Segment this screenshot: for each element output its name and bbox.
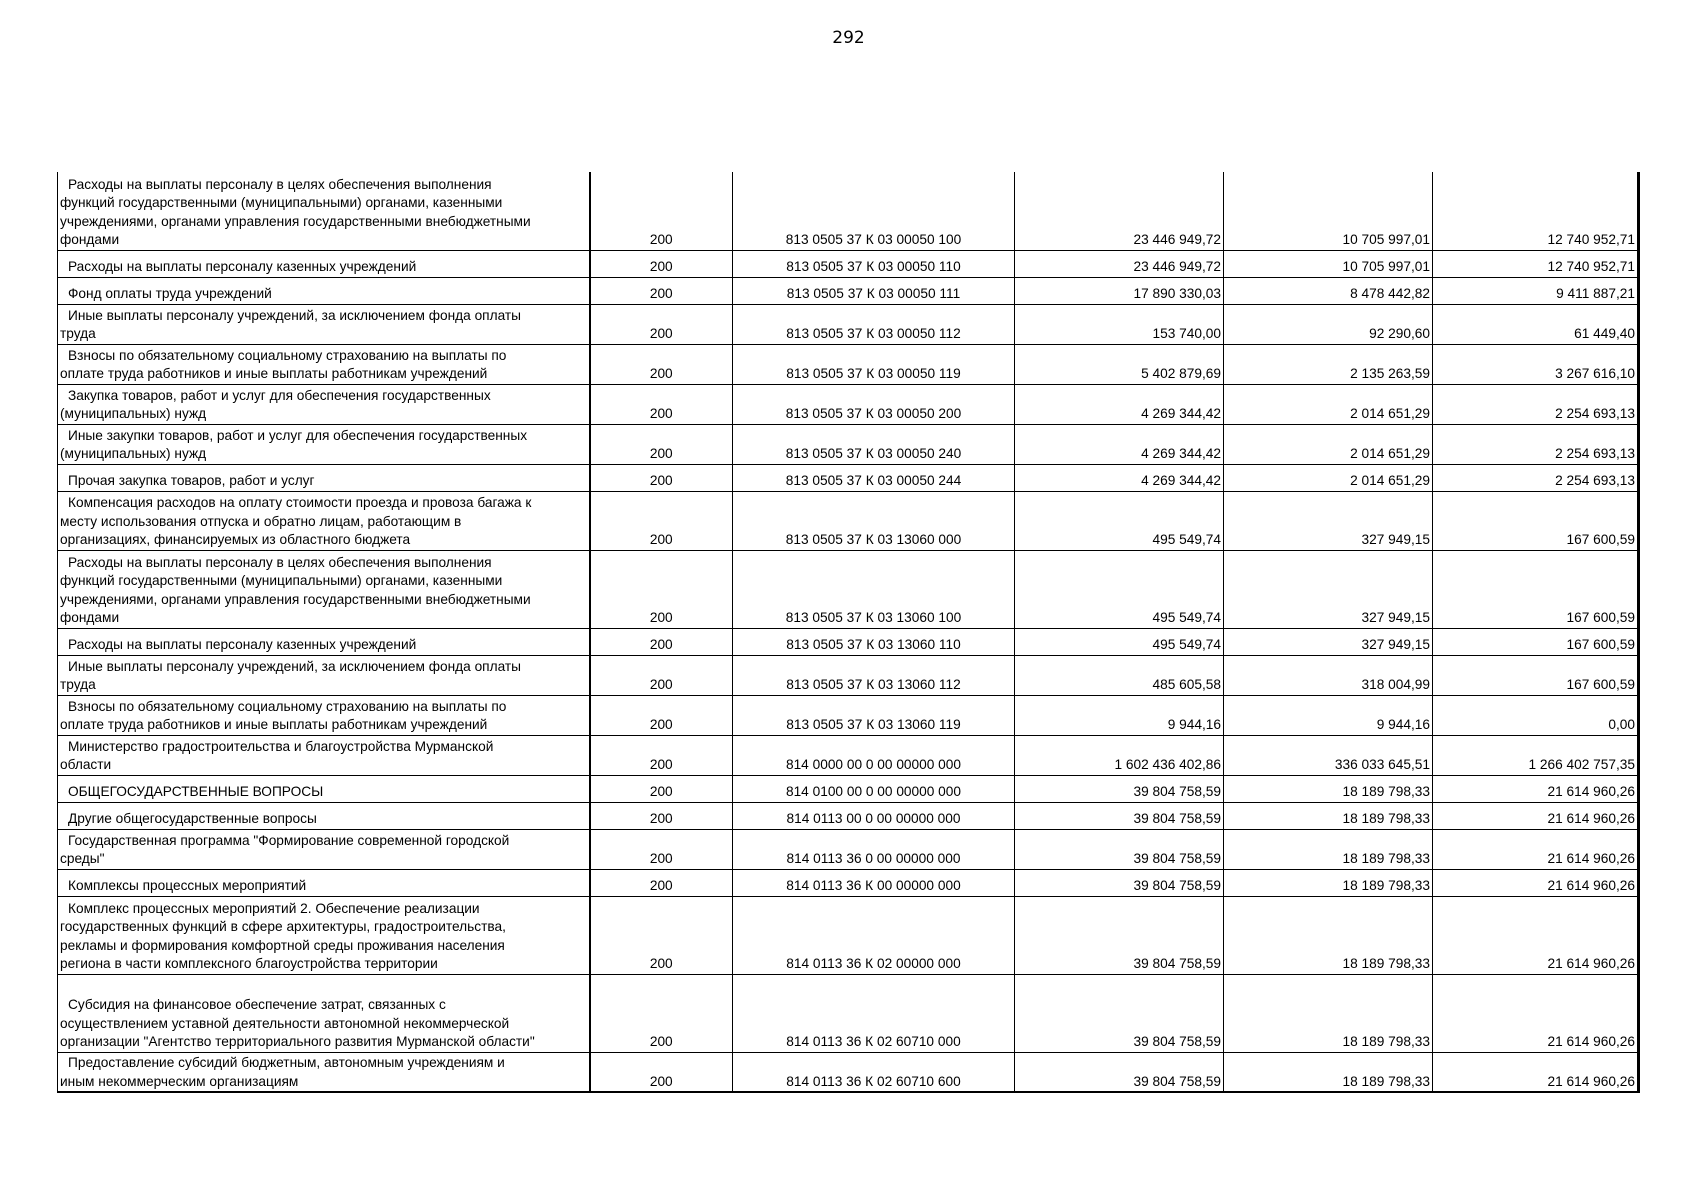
row-unexecuted-cell: 21 614 960,26 xyxy=(1433,869,1639,896)
row-name-first-line: Расходы на выплаты персоналу казенных учреждений xyxy=(68,637,417,652)
row-name-continuation: (муниципальных) нужд xyxy=(60,406,207,421)
row-name-cell xyxy=(58,775,590,802)
row-name-continuation: оплате труда работников и иные выплаты работникам учреждений xyxy=(60,717,488,732)
row-kbk-cell: 814 0113 36 К 02 60710 000 xyxy=(733,974,1015,1052)
table-row xyxy=(58,464,1639,491)
row-unexecuted-cell: 21 614 960,26 xyxy=(1433,974,1639,1052)
row-name-continuation: месту использования отпуска и обратно лицам, работающим в организациях, финансируемых из областного бюджета xyxy=(60,513,462,547)
row-approved-cell: 495 549,74 xyxy=(1015,550,1224,628)
row-name-cell xyxy=(58,869,590,896)
row-name-first-line: Прочая закупка товаров, работ и услуг xyxy=(68,473,315,488)
table-row xyxy=(58,424,1639,464)
row-code-cell: 200 xyxy=(590,775,733,802)
table-row xyxy=(58,775,1639,802)
row-kbk-cell: 813 0505 37 К 03 13060 000 xyxy=(733,491,1015,550)
table-row xyxy=(58,1052,1639,1092)
row-unexecuted-cell: 21 614 960,26 xyxy=(1433,896,1639,974)
row-code-cell: 200 xyxy=(590,1052,733,1092)
row-executed-cell: 18 189 798,33 xyxy=(1224,802,1433,829)
row-name-cell xyxy=(58,277,590,304)
row-kbk-cell: 813 0505 37 К 03 13060 110 xyxy=(733,628,1015,655)
row-unexecuted-cell: 167 600,59 xyxy=(1433,655,1639,695)
row-name-continuation: области xyxy=(60,757,112,772)
row-executed-cell: 2 014 651,29 xyxy=(1224,424,1433,464)
table-row xyxy=(58,304,1639,344)
row-kbk-cell: 813 0505 37 К 03 00050 100 xyxy=(733,172,1015,250)
row-executed-cell: 18 189 798,33 xyxy=(1224,869,1433,896)
row-kbk-cell: 813 0505 37 К 03 13060 100 xyxy=(733,550,1015,628)
row-name-cell xyxy=(58,896,590,974)
table-row xyxy=(58,974,1639,1052)
table-row xyxy=(58,655,1639,695)
row-name-continuation: государственных функций в сфере архитектуры, градостроительства, рекламы и формирования комфортной среды проживания населения региона в части комплексного благоустройства территории xyxy=(60,919,506,971)
row-unexecuted-cell: 2 254 693,13 xyxy=(1433,424,1639,464)
row-name-cell xyxy=(58,424,590,464)
row-kbk-cell: 814 0113 36 К 00 00000 000 xyxy=(733,869,1015,896)
row-kbk-cell: 814 0113 36 0 00 00000 000 xyxy=(733,829,1015,869)
row-kbk-cell: 814 0113 36 К 02 60710 600 xyxy=(733,1052,1015,1092)
row-executed-cell: 18 189 798,33 xyxy=(1224,974,1433,1052)
row-unexecuted-cell: 167 600,59 xyxy=(1433,491,1639,550)
row-name-cell xyxy=(58,172,590,250)
row-code-cell: 200 xyxy=(590,424,733,464)
budget-table xyxy=(57,172,1640,1093)
row-executed-cell: 92 290,60 xyxy=(1224,304,1433,344)
row-approved-cell: 17 890 330,03 xyxy=(1015,277,1224,304)
row-code-cell: 200 xyxy=(590,655,733,695)
row-approved-cell: 39 804 758,59 xyxy=(1015,974,1224,1052)
row-unexecuted-cell: 61 449,40 xyxy=(1433,304,1639,344)
row-name-continuation: (муниципальных) нужд xyxy=(60,446,207,461)
row-name-first-line: ОБЩЕГОСУДАРСТВЕННЫЕ ВОПРОСЫ xyxy=(68,784,324,799)
row-name-continuation: оплате труда работников и иные выплаты работникам учреждений xyxy=(60,366,488,381)
row-name-cell xyxy=(58,628,590,655)
row-approved-cell: 4 269 344,42 xyxy=(1015,464,1224,491)
row-name-first-line: Взносы по обязательному социальному страхованию на выплаты по xyxy=(68,698,507,714)
table-row xyxy=(58,384,1639,424)
row-code-cell: 200 xyxy=(590,628,733,655)
row-kbk-cell: 814 0113 00 0 00 00000 000 xyxy=(733,802,1015,829)
row-code-cell: 200 xyxy=(590,974,733,1052)
row-approved-cell: 39 804 758,59 xyxy=(1015,829,1224,869)
table-row xyxy=(58,250,1639,277)
row-approved-cell: 23 446 949,72 xyxy=(1015,172,1224,250)
row-name-first-line: Иные закупки товаров, работ и услуг для обеспечения государственных xyxy=(68,427,528,443)
row-name-cell xyxy=(58,735,590,775)
row-approved-cell: 9 944,16 xyxy=(1015,695,1224,735)
row-executed-cell: 18 189 798,33 xyxy=(1224,896,1433,974)
table-row xyxy=(58,344,1639,384)
row-executed-cell: 336 033 645,51 xyxy=(1224,735,1433,775)
table-row xyxy=(58,829,1639,869)
row-name-cell xyxy=(58,491,590,550)
row-name-continuation: иным некоммерческим организациям xyxy=(60,1073,299,1089)
row-code-cell: 200 xyxy=(590,344,733,384)
row-executed-cell: 327 949,15 xyxy=(1224,491,1433,550)
row-approved-cell: 39 804 758,59 xyxy=(1015,775,1224,802)
row-unexecuted-cell: 167 600,59 xyxy=(1433,628,1639,655)
row-code-cell: 200 xyxy=(590,304,733,344)
row-name-cell xyxy=(58,550,590,628)
row-name-first-line: Взносы по обязательному социальному страхованию на выплаты по xyxy=(68,347,507,363)
row-executed-cell: 2 014 651,29 xyxy=(1224,384,1433,424)
table-row xyxy=(58,550,1639,628)
row-code-cell: 200 xyxy=(590,277,733,304)
row-unexecuted-cell: 21 614 960,26 xyxy=(1433,829,1639,869)
table-row xyxy=(58,896,1639,974)
row-kbk-cell: 813 0505 37 К 03 13060 119 xyxy=(733,695,1015,735)
page-number: 292 xyxy=(832,28,865,48)
row-approved-cell: 5 402 879,69 xyxy=(1015,344,1224,384)
row-approved-cell: 4 269 344,42 xyxy=(1015,384,1224,424)
row-name-first-line: Расходы на выплаты персоналу в целях обеспечения выполнения xyxy=(68,554,492,570)
row-code-cell: 200 xyxy=(590,869,733,896)
row-name-continuation: труда xyxy=(60,326,96,341)
row-name-continuation: осуществлением уставной деятельности автономной некоммерческой организации "Агентство территориального развития Мурманской области" xyxy=(60,1015,535,1049)
row-code-cell: 200 xyxy=(590,250,733,277)
row-unexecuted-cell: 12 740 952,71 xyxy=(1433,250,1639,277)
row-unexecuted-cell: 2 254 693,13 xyxy=(1433,464,1639,491)
row-approved-cell: 39 804 758,59 xyxy=(1015,1052,1224,1092)
row-code-cell: 200 xyxy=(590,464,733,491)
row-name-first-line: Другие общегосударственные вопросы xyxy=(68,811,317,826)
row-name-first-line: Субсидия на финансовое обеспечение затрат, связанных с xyxy=(68,997,446,1012)
row-approved-cell: 39 804 758,59 xyxy=(1015,869,1224,896)
row-unexecuted-cell: 9 411 887,21 xyxy=(1433,277,1639,304)
row-unexecuted-cell: 21 614 960,26 xyxy=(1433,775,1639,802)
row-kbk-cell: 813 0505 37 К 03 00050 111 xyxy=(733,277,1015,304)
row-unexecuted-cell: 167 600,59 xyxy=(1433,550,1639,628)
row-name-cell xyxy=(58,304,590,344)
row-approved-cell: 39 804 758,59 xyxy=(1015,802,1224,829)
row-name-cell xyxy=(58,1052,590,1092)
table-row xyxy=(58,735,1639,775)
row-unexecuted-cell: 0,00 xyxy=(1433,695,1639,735)
table-row xyxy=(58,277,1639,304)
row-name-first-line: Комплекс процессных мероприятий 2. Обеспечение реализации xyxy=(68,900,480,916)
row-executed-cell: 327 949,15 xyxy=(1224,550,1433,628)
row-executed-cell: 2 135 263,59 xyxy=(1224,344,1433,384)
row-kbk-cell: 813 0505 37 К 03 00050 240 xyxy=(733,424,1015,464)
row-executed-cell: 8 478 442,82 xyxy=(1224,277,1433,304)
row-name-cell xyxy=(58,344,590,384)
row-code-cell: 200 xyxy=(590,802,733,829)
row-name-cell xyxy=(58,802,590,829)
row-name-first-line: Расходы на выплаты персоналу казенных учреждений xyxy=(68,259,417,274)
row-kbk-cell: 813 0505 37 К 03 00050 200 xyxy=(733,384,1015,424)
row-kbk-cell: 814 0100 00 0 00 00000 000 xyxy=(733,775,1015,802)
row-executed-cell: 9 944,16 xyxy=(1224,695,1433,735)
row-executed-cell: 18 189 798,33 xyxy=(1224,775,1433,802)
row-name-first-line: Иные выплаты персоналу учреждений, за исключением фонда оплаты xyxy=(68,658,521,674)
row-approved-cell: 39 804 758,59 xyxy=(1015,896,1224,974)
row-executed-cell: 18 189 798,33 xyxy=(1224,1052,1433,1092)
row-name-first-line: Фонд оплаты труда учреждений xyxy=(68,286,272,301)
row-code-cell: 200 xyxy=(590,896,733,974)
row-unexecuted-cell: 21 614 960,26 xyxy=(1433,802,1639,829)
row-name-first-line: Закупка товаров, работ и услуг для обеспечения государственных xyxy=(68,387,491,403)
row-code-cell: 200 xyxy=(590,172,733,250)
row-executed-cell: 10 705 997,01 xyxy=(1224,250,1433,277)
row-name-cell xyxy=(58,655,590,695)
row-executed-cell: 2 014 651,29 xyxy=(1224,464,1433,491)
row-unexecuted-cell: 3 267 616,10 xyxy=(1433,344,1639,384)
row-name-first-line: Государственная программа "Формирование современной городской xyxy=(68,832,510,848)
row-name-first-line: Расходы на выплаты персоналу в целях обеспечения выполнения xyxy=(68,176,492,192)
row-approved-cell: 495 549,74 xyxy=(1015,628,1224,655)
row-executed-cell: 18 189 798,33 xyxy=(1224,829,1433,869)
row-executed-cell: 318 004,99 xyxy=(1224,655,1433,695)
table-row xyxy=(58,869,1639,896)
row-executed-cell: 327 949,15 xyxy=(1224,628,1433,655)
row-name-first-line: Предоставление субсидий бюджетным, автономным учреждениям и xyxy=(68,1055,505,1070)
row-name-cell xyxy=(58,695,590,735)
row-kbk-cell: 813 0505 37 К 03 00050 112 xyxy=(733,304,1015,344)
table-row xyxy=(58,695,1639,735)
row-name-cell xyxy=(58,384,590,424)
row-code-cell: 200 xyxy=(590,384,733,424)
row-name-continuation: функций государственными (муниципальными) органами, казенными учреждениями, органами управления государственными внебюджетными фондами xyxy=(60,195,531,247)
row-approved-cell: 23 446 949,72 xyxy=(1015,250,1224,277)
row-name-first-line: Иные выплаты персоналу учреждений, за исключением фонда оплаты xyxy=(68,307,521,323)
row-code-cell: 200 xyxy=(590,735,733,775)
row-kbk-cell: 813 0505 37 К 03 13060 112 xyxy=(733,655,1015,695)
row-unexecuted-cell: 12 740 952,71 xyxy=(1433,172,1639,250)
row-code-cell: 200 xyxy=(590,829,733,869)
row-kbk-cell: 814 0113 36 К 02 00000 000 xyxy=(733,896,1015,974)
row-approved-cell: 153 740,00 xyxy=(1015,304,1224,344)
row-name-cell xyxy=(58,250,590,277)
table-body xyxy=(58,172,1639,1092)
row-approved-cell: 4 269 344,42 xyxy=(1015,424,1224,464)
row-kbk-cell: 814 0000 00 0 00 00000 000 xyxy=(733,735,1015,775)
table-row xyxy=(58,802,1639,829)
row-name-continuation: труда xyxy=(60,677,96,692)
row-code-cell: 200 xyxy=(590,491,733,550)
row-code-cell: 200 xyxy=(590,695,733,735)
table-row xyxy=(58,172,1639,250)
row-kbk-cell: 813 0505 37 К 03 00050 119 xyxy=(733,344,1015,384)
row-name-cell xyxy=(58,974,590,1052)
row-name-first-line: Министерство градостроительства и благоустройства Мурманской xyxy=(68,738,494,754)
row-name-first-line: Комплексы процессных мероприятий xyxy=(68,878,307,893)
row-code-cell: 200 xyxy=(590,550,733,628)
table-row xyxy=(58,491,1639,550)
row-approved-cell: 1 602 436 402,86 xyxy=(1015,735,1224,775)
row-unexecuted-cell: 21 614 960,26 xyxy=(1433,1052,1639,1092)
row-name-first-line: Компенсация расходов на оплату стоимости проезда и провоза багажа к xyxy=(68,495,532,510)
row-name-continuation: функций государственными (муниципальными) органами, казенными учреждениями, органами управления государственными внебюджетными фондами xyxy=(60,573,531,625)
table-row xyxy=(58,628,1639,655)
row-name-cell xyxy=(58,829,590,869)
row-name-cell xyxy=(58,464,590,491)
row-kbk-cell: 813 0505 37 К 03 00050 110 xyxy=(733,250,1015,277)
row-executed-cell: 10 705 997,01 xyxy=(1224,172,1433,250)
row-kbk-cell: 813 0505 37 К 03 00050 244 xyxy=(733,464,1015,491)
row-unexecuted-cell: 2 254 693,13 xyxy=(1433,384,1639,424)
row-unexecuted-cell: 1 266 402 757,35 xyxy=(1433,735,1639,775)
row-name-continuation: среды" xyxy=(60,851,105,866)
row-approved-cell: 485 605,58 xyxy=(1015,655,1224,695)
row-approved-cell: 495 549,74 xyxy=(1015,491,1224,550)
